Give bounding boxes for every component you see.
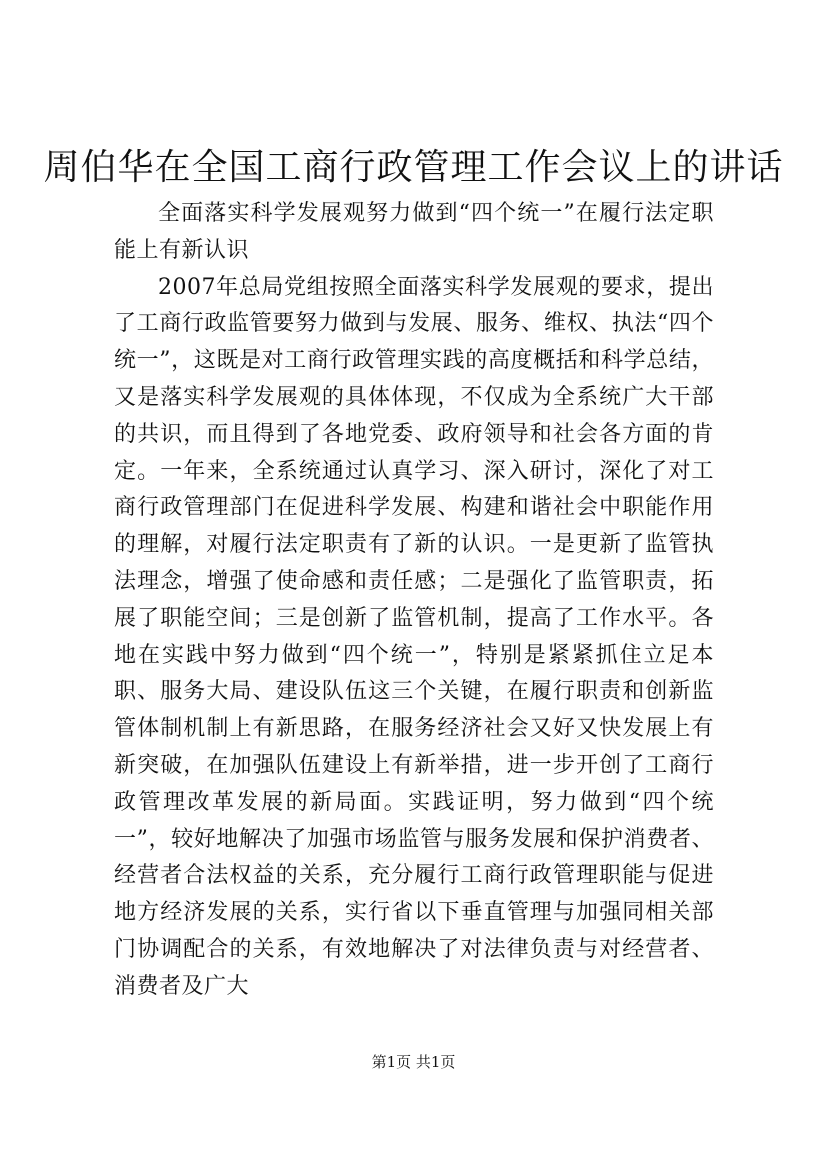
body-paragraph: 2007年总局党组按照全面落实科学发展观的要求，提出了工商行政监管要努力做到与发展、服务、维权、执法“四个统一”，这既是对工商行政管理实践的高度概括和科学总结，又是落实科学发展观的具体体现，不仅成为全系统广大干部的共识，而且得到了各地党委、政府领导和社会各方面的肯定。一年来，全系统通过认真学习、深入研讨，深化了对工商行政管理部门在促进科学发展、构建和谐社会中职能作用的理解，对履行法定职责有了新的认识。一是更新了监管执法理念，增强了使命感和责任感；二是强化了监管职责，拓展了职能空间；三是创新了监管机制，提高了工作水平。各地在实践中努力做到“四个统一”，特别是紧紧抓住立足本职、服务大局、建设队伍这三个关键，在履行职责和创新监管体制机制上有新思路，在服务经济社会又好又快发展上有新突破，在加强队伍建设上有新举措，进一步开创了工商行政管理改革发展的新局面。实践证明，努力做到“四个统一”，较好地解决了加强市场监管与服务发展和保护消费者、经营者合法权益的关系，充分履行工商行政管理职能与促进地方经济发展的关系，实行省以下垂直管理与加强同相关部门协调配合的关系，有效地解决了对法律负责与对经营者、消费者及广大 bbox=[114, 274, 714, 999]
page-number-footer: 第1页 共1页 bbox=[371, 1053, 456, 1071]
document-title: 周伯华在全国工商行政管理工作会议上的讲话 bbox=[43, 147, 784, 188]
subheading: 全面落实科学发展观努力做到“四个统一”在履行法定职能上有新认识 bbox=[114, 201, 714, 263]
document-body bbox=[114, 196, 714, 1006]
